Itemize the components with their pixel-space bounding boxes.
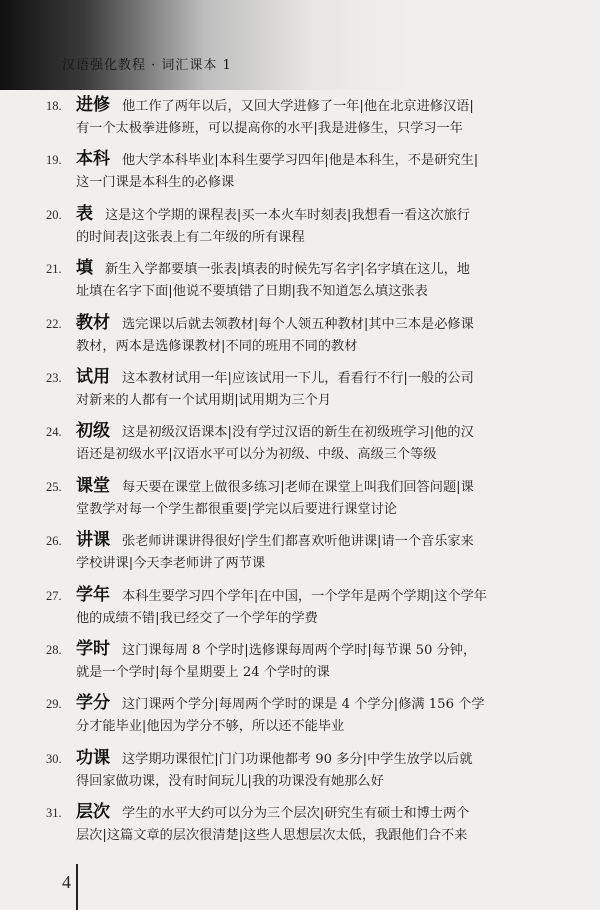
vocab-entry: [46, 474, 576, 528]
entry-number: 29.: [46, 697, 62, 712]
entry-number: 22.: [46, 316, 62, 331]
page-number: 4: [62, 872, 71, 892]
entry-number: 18.: [46, 99, 62, 113]
vocab-entry: [46, 311, 576, 365]
entry-examples-continued: 语还是初级水平|汉语水平可以分为初级、中级、高级三个等级: [76, 447, 437, 463]
entry-word: 本科: [76, 149, 110, 170]
entry-word: 课堂: [76, 475, 110, 496]
entry-number: 23.: [46, 370, 62, 385]
entry-word: 进修: [76, 95, 110, 115]
entry-examples: 张老师讲课讲得很好|学生们都喜欢听他讲课|请一个音乐家来: [122, 534, 474, 550]
vocab-entry: [46, 746, 576, 800]
vocab-entry: [46, 583, 576, 637]
entry-word: 层次: [76, 802, 110, 823]
entry-examples: 他工作了两年以后，又回大学进修了一年|他在北京进修汉语|: [122, 99, 474, 114]
vocab-entry: [46, 419, 576, 473]
entry-examples: 这是初级汉语课本|没有学过汉语的新生在初级班学习|他的汉: [122, 425, 474, 441]
vocab-entry: [46, 147, 576, 201]
entry-word: 讲课: [76, 530, 110, 551]
entry-examples-continued: 就是一个学时|每个星期要上 24 个学时的课: [76, 664, 330, 680]
entry-word: 学年: [76, 584, 110, 605]
vocab-entry: [46, 637, 576, 691]
entry-examples-continued: 分才能毕业|他因为学分不够，所以还不能毕业: [76, 719, 345, 735]
entry-examples-continued: 学校讲课|今天李老师讲了两节课: [76, 556, 266, 572]
entry-examples-continued: 层次|这篇文章的层次很清楚|这些人思想层次太低，我跟他们合不来: [76, 828, 468, 844]
entry-examples-continued: 对新来的人都有一个试用期|试用期为三个月: [76, 392, 332, 408]
entry-examples-continued: 址填在名字下面|他说不要填错了日期|我不知道怎么填这张表: [76, 284, 428, 300]
vocab-entry: [46, 202, 576, 256]
entry-examples-continued: 教材，两本是选修课教材|不同的班用不同的教材: [76, 338, 358, 354]
entry-examples-continued: 这一门课是本科生的必修课: [76, 175, 235, 191]
entry-examples: 选完课以后就去领教材|每个人领五种教材|其中三本是必修课: [122, 316, 474, 332]
entry-number: 25.: [46, 479, 62, 494]
entry-examples: 这学期功课很忙|门门功课他都考 90 多分|中学生放学以后就: [122, 751, 473, 767]
entry-examples-continued: 得回家做功课，没有时间玩儿|我的功课没有她那么好: [76, 773, 384, 789]
entry-examples: 这本教材试用一年|应该试用一下儿，看看行不行|一般的公司: [122, 370, 474, 386]
entry-word: 试用: [76, 366, 110, 387]
entry-examples: 这门课两个学分|每周两个学时的课是 4 个学分|修满 156 个学: [122, 697, 485, 713]
running-header-title: 汉语强化教程 · 词汇课本 1: [62, 58, 232, 73]
entry-examples: 这门课每周 8 个学时|选修课每周两个学时|每节课 50 分钟，: [122, 642, 477, 658]
entry-examples-continued: 堂教学对每一个学生都很重要|学完以后要进行课堂讨论: [76, 501, 397, 517]
entry-number: 28.: [46, 642, 62, 657]
entry-number: 24.: [46, 425, 62, 440]
entry-number: 27.: [46, 588, 62, 603]
entry-examples: 学生的水平大约可以分为三个层次|研究生有硕士和博士两个: [122, 806, 470, 822]
entry-word: 学时: [76, 638, 110, 659]
entry-word: 初级: [76, 421, 110, 442]
vocab-entry: [46, 800, 576, 854]
entry-word: 教材: [76, 312, 110, 333]
entry-examples: 这是这个学期的课程表|买一本火车时刻表|我想看一看这次旅行: [105, 207, 470, 223]
entry-examples: 新生入学都要填一张表|填表的时候先写名字|名字填在这儿，地: [105, 262, 470, 278]
entry-examples-continued: 有一个太极拳进修班，可以提高你的水平|我是进修生，只学习一年: [76, 121, 463, 136]
entry-number: 26.: [46, 534, 62, 549]
entry-word: 学分: [76, 693, 110, 714]
vocab-entry: [46, 691, 576, 745]
vocab-entry: [46, 93, 576, 147]
page-header: [0, 0, 600, 90]
entry-number: 31.: [46, 806, 62, 821]
footer-divider: [76, 864, 78, 910]
vocab-entry: [46, 528, 576, 582]
entry-examples-continued: 他的成绩不错|我已经交了一个学年的学费: [76, 610, 318, 626]
entry-word: 表: [76, 203, 93, 224]
entry-examples-continued: 的时间表|这张表上有二年级的所有课程: [76, 229, 305, 245]
entry-examples: 本科生要学习四个学年|在中国，一个学年是两个学期|这个学年: [122, 588, 487, 604]
entry-word: 填: [76, 258, 93, 279]
entry-examples: 每天要在课堂上做很多练习|老师在课堂上叫我们回答问题|课: [122, 479, 474, 495]
vocab-entry: [46, 256, 576, 310]
vocab-entry: [46, 365, 576, 419]
entry-number: 30.: [46, 751, 62, 766]
entry-number: 19.: [46, 153, 62, 168]
entry-number: 21.: [46, 262, 62, 277]
entry-examples: 他大学本科毕业|本科生要学习四年|他是本科生，不是研究生|: [122, 153, 479, 169]
entry-word: 功课: [76, 747, 110, 768]
entry-number: 20.: [46, 207, 62, 222]
vocabulary-list: [46, 93, 576, 854]
